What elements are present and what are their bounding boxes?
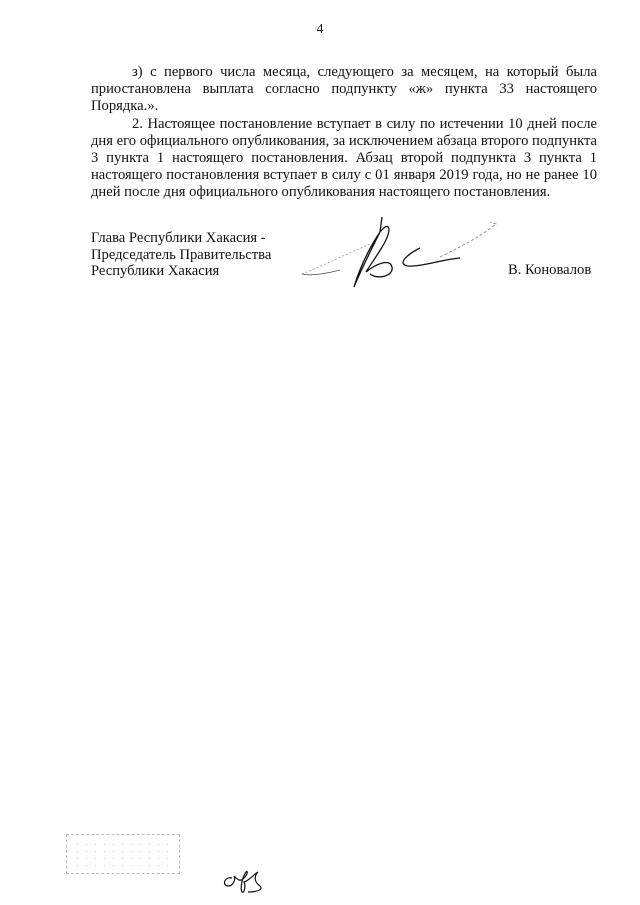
handwritten-initials-icon: [220, 868, 270, 901]
signatory-title-line: Глава Республики Хакасия -: [91, 230, 266, 246]
handwritten-signature-icon: [300, 212, 500, 297]
signatory-title: [91, 230, 271, 280]
registration-stamp-icon: [66, 834, 180, 874]
paragraph-subitem-z: з) с первого числа месяца, следующего за месяцем, на который была приостановлена выплата согласно подпункту «ж» пункта 33 настоящего Порядка.».: [91, 64, 597, 115]
signer-name: В. Коновалов: [508, 262, 592, 278]
stamp-texture: [73, 841, 173, 867]
signatory-title-line: Республики Хакасия: [91, 263, 220, 279]
paragraph-effective-date: 2. Настоящее постановление вступает в силу по истечении 10 дней после дня его официального опубликования, за исключением абзаца второго подпункта 3 пункта 1 настоящего постановления. Абзац второй подпункта 3 пункта 1 настоящего постановления вступает в силу с 01 января 2019 года, но не ранее 10 дней после дня официального опубликования настоящего постановления.: [91, 115, 597, 201]
page-number: 4: [316, 22, 324, 37]
document-body: [91, 64, 597, 202]
signatory-title-line: Председатель Правительства: [91, 246, 272, 263]
